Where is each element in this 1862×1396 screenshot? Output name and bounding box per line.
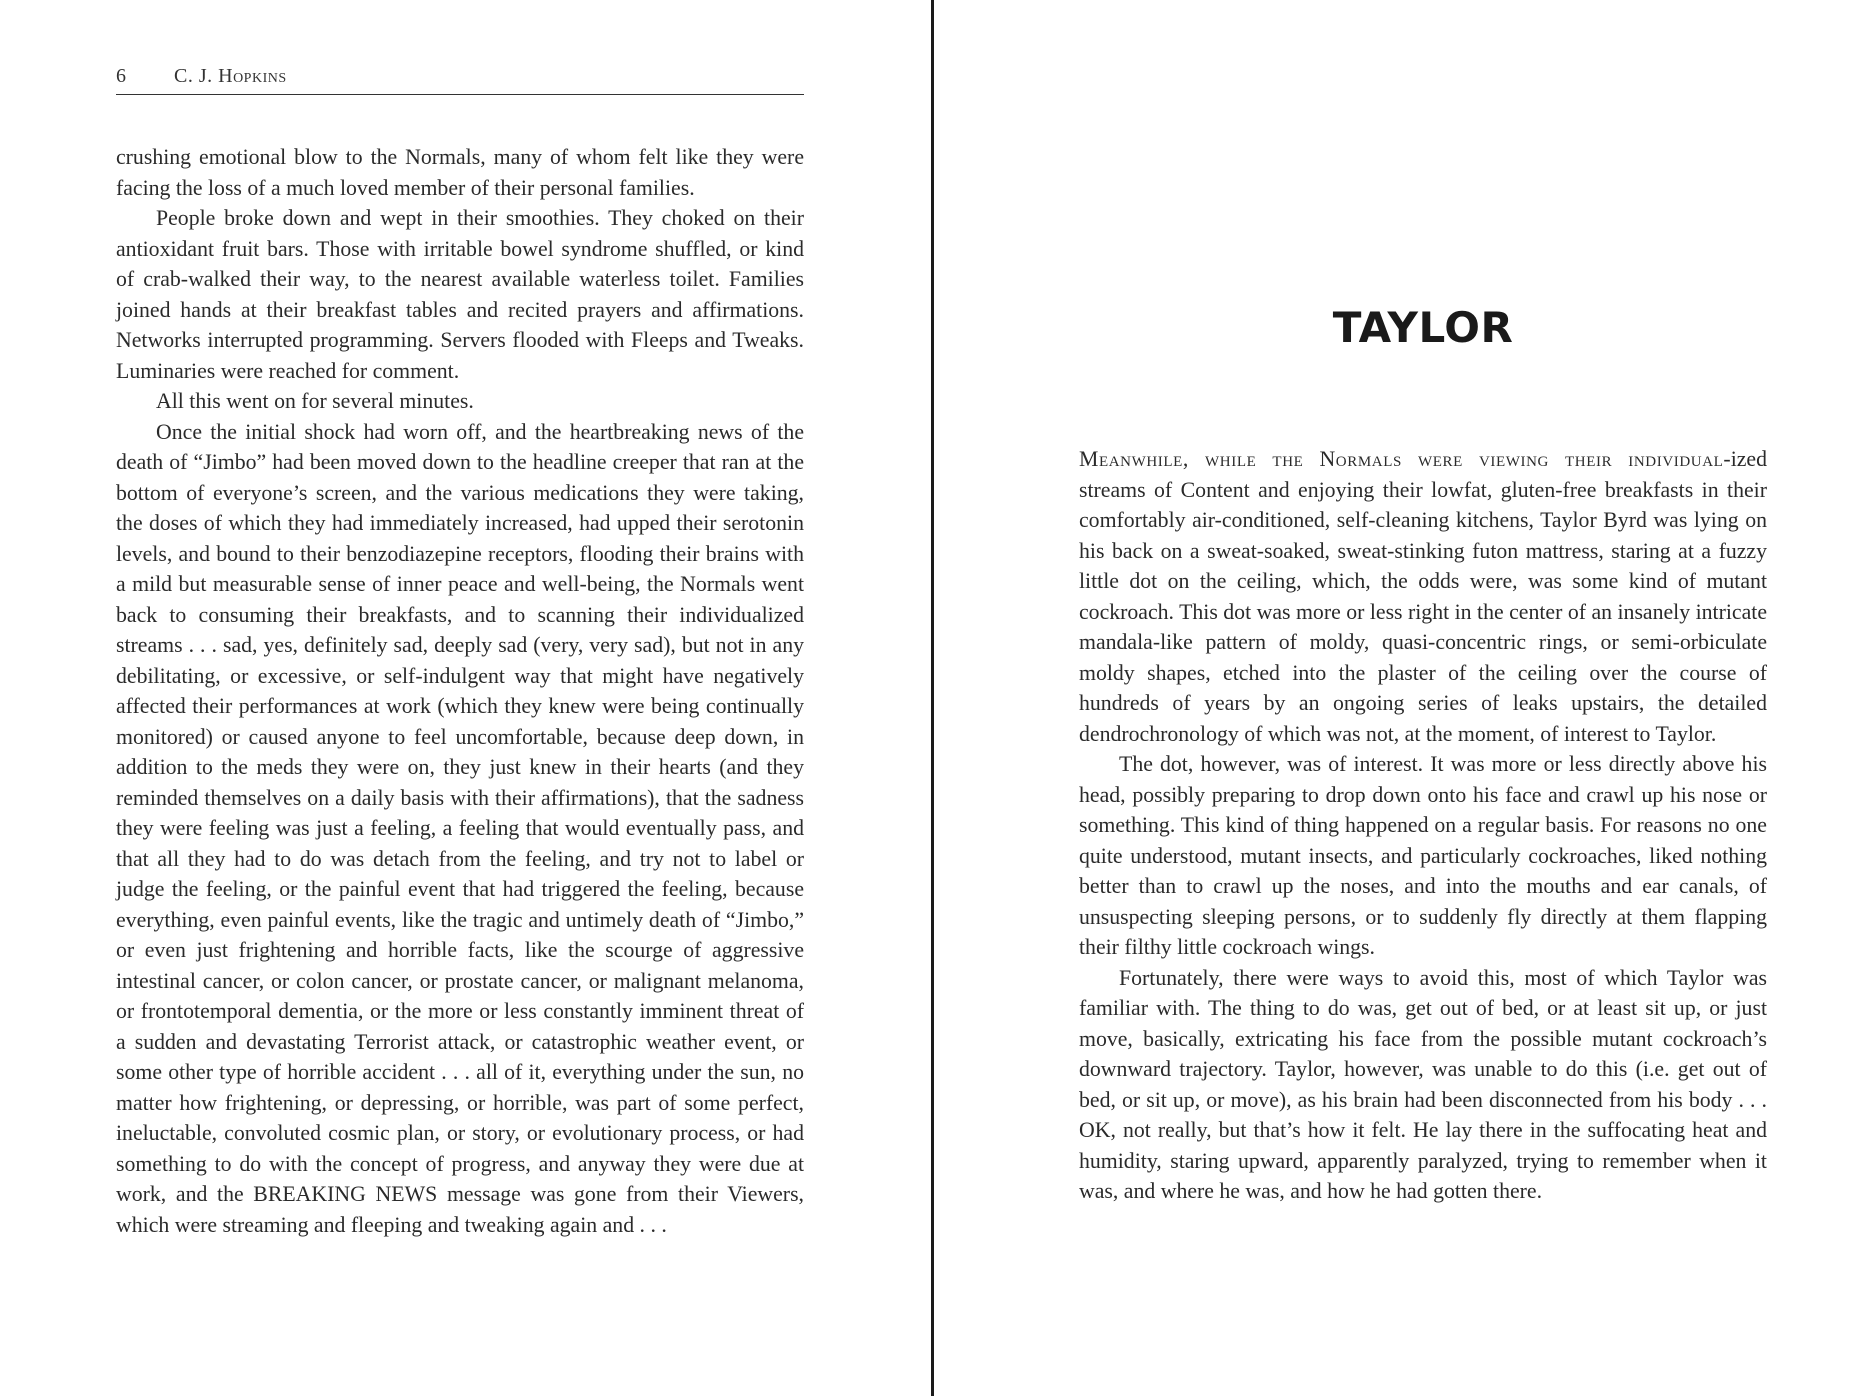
right-page — [934, 0, 1862, 1396]
paragraph: Once the initial shock had worn off, and the heartbreaking news of the death of “Jimbo” had been moved down to the headline creeper that ran at the bottom of everyone’s screen, and the various medications they were taking, the doses of which they had immediately increased, had upped their serotonin levels, and bound to their benzodiazepine receptors, flooding their brains with a mild but measurable sense of inner peace and well-being, the Normals went back to consuming their breakfasts, and to scanning their individualized streams . . . sad, yes, definitely sad, deeply sad (very, very sad), but not in any debilitating, or excessive, or self-indulgent way that might have negatively affected their performances at work (which they knew were being continually monitored) or caused anyone to feel uncomfortable, because deep down, in addition to the meds they were on, they just knew in their hearts (and they reminded themselves on a daily basis with their affirmations), that the sadness they were feeling was just a feeling, a feeling that would eventually pass, and that all they had to do was detach from the feeling, and try not to label or judge the feeling, or the painful event that had triggered the feeling, because everything, even painful events, like the tragic and untimely death of “Jimbo,” or even just frightening and horrible facts, like the scourge of aggressive intestinal cancer, or colon cancer, or prostate cancer, or malignant melanoma, or frontotemporal dementia, or the more or less constantly imminent threat of a sudden and devastating Terrorist attack, or catastrophic weather event, or some other type of horrible accident . . . all of it, everything under the sun, no matter how frightening, or depressing, or horrible, was part of some perfect, ineluctable, convoluted cosmic plan, or story, or evolutionary process, or had something to do with the concept of progress, and anyway they were due at work, and the BREAKING NEWS message was gone from their Viewers, which were streaming and fleeping and tweaking again and . . . — [116, 419, 804, 1237]
right-body-text — [1079, 444, 1767, 1207]
paragraph: All this went on for several minutes. — [156, 389, 474, 413]
page-number: 6 — [116, 65, 126, 87]
paragraph: The dot, however, was of interest. It was more or less directly above his head, possibly preparing to drop down onto his face and crawl up his nose or something. This kind of thing happened on a regular basis. For reasons no one quite understood, mutant insects, and particularly cockroaches, liked nothing better than to crawl up the noses, and into the mouths and ear canals, of unsuspecting sleeping persons, or to suddenly fly directly at them flapping their filthy little cockroach wings. — [1079, 752, 1767, 959]
paragraph: People broke down and wept in their smoothies. They choked on their antioxidant fruit bars. Those with irritable bowel syndrome shuffled, or kind of crab-walked their way, to the nearest available waterless toilet. Families joined hands at their breakfast tables and recited prayers and affirmations. Networks interrupted programming. Servers flooded with Fleeps and Tweaks. Luminaries were reached for comment. — [116, 206, 804, 383]
chapter-title: TAYLOR — [1332, 303, 1514, 352]
paragraph: Fortunately, there were ways to avoid this, most of which Taylor was familiar with. The thing to do was, get out of bed, or at least sit up, or just move, basically, extricating his face from the possible mutant cockroach’s downward trajectory. Taylor, however, was unable to do this (i.e. get out of bed, or sit up, or move), as his brain had been disconnected from his body . . . OK, not really, but that’s how it felt. He lay there in the suffocating heat and humidity, staring upward, apparently paralyzed, trying to remember when it was, and where he was, and how he had gotten there. — [1079, 965, 1767, 1203]
running-head — [116, 62, 804, 95]
opening-paragraph-text: ized streams of Content and enjoying their lowfat, gluten-free breakfasts in their comfortably air-conditioned, self-cleaning kitchens, Taylor Byrd was lying on his back on a sweat-soaked, sweat-stinking futon mattress, staring at a fuzzy little dot on the ceiling, which, the odds were, was some kind of mutant cockroach. This dot was more or less right in the center of an insanely intricate mandala-like pattern of moldy, quasi-concentric rings, or semi-orbiculate moldy shapes, etched into the plaster of the ceiling over the course of hundreds of years by an ongoing series of leaks upstairs, the detailed dendrochronology of which was not, at the moment, of interest to Taylor. — [1079, 447, 1767, 746]
paragraph: crushing emotional blow to the Normals, many of whom felt like they were facing the loss of a much loved member of their personal families. — [116, 145, 804, 200]
small-caps-lead-in: Meanwhile, while the Normals were viewing their individual — [1079, 447, 1724, 471]
running-head-author: C. J. Hopkins — [174, 65, 287, 87]
opening-paragraph: Meanwhile, while the Normals were viewing their individual-ized streams of Content and enjoying their lowfat, gluten-free breakfasts in their comfortably air-conditioned, self-cleaning kitchens, Taylor Byrd was lying on his back on a sweat-soaked, sweat-stinking futon mattress, staring at a fuzzy little dot on the ceiling, which, the odds were, was some kind of mutant cockroach. This dot was more or less right in the center of an insanely intricate mandala-like pattern of moldy, quasi-concentric rings, or semi-orbiculate moldy shapes, etched into the plaster of the ceiling over the course of hundreds of years by an ongoing series of leaks upstairs, the detailed dendrochronology of which was not, at the moment, of interest to Taylor. — [1079, 447, 1767, 746]
left-body-text — [116, 142, 804, 1240]
